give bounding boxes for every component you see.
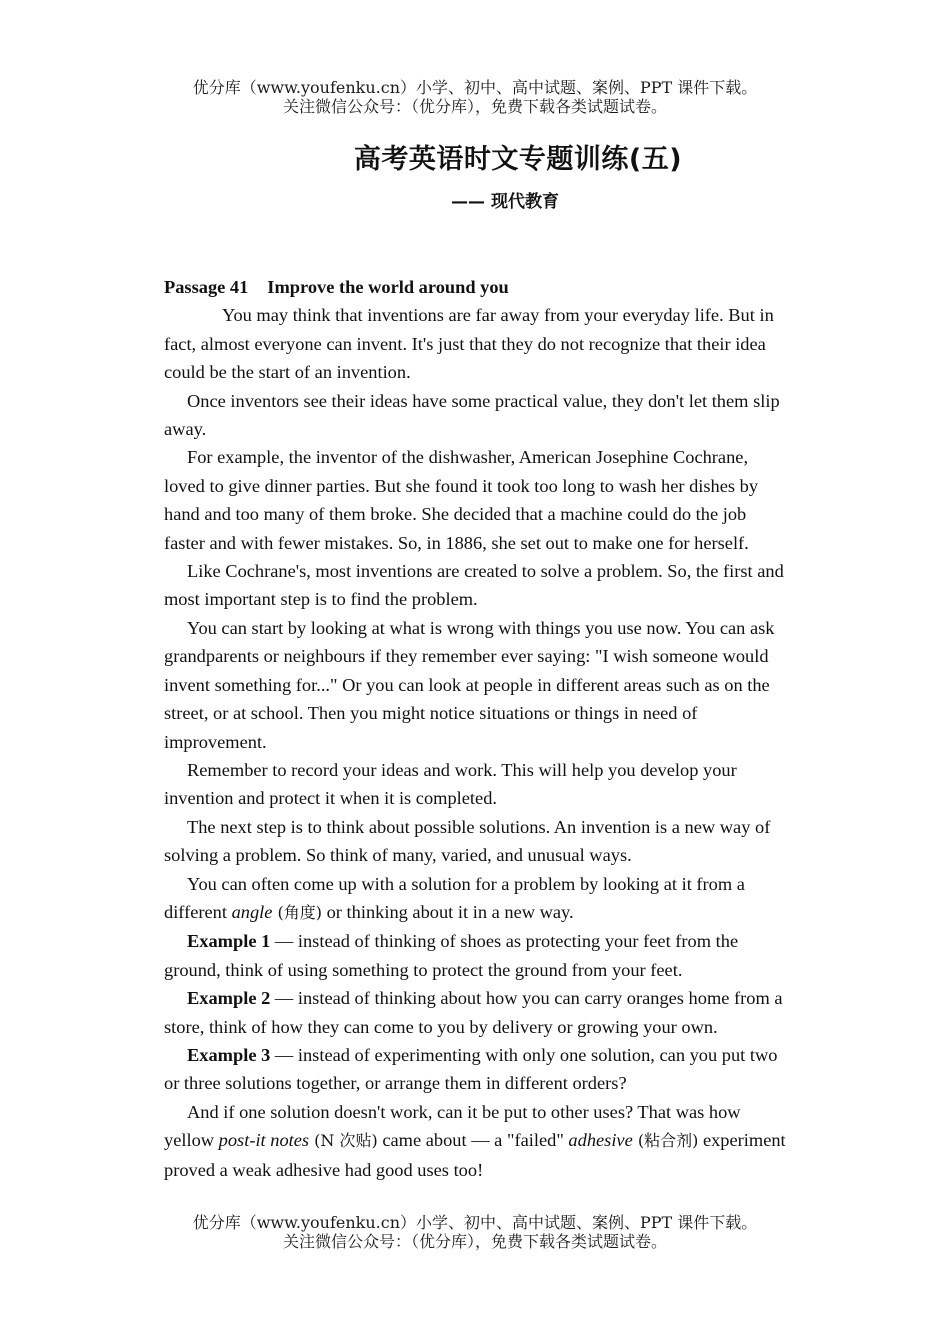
example-1-label: Example 1 (187, 931, 271, 952)
paragraph-8 (164, 870, 786, 928)
term-angle: angle (231, 901, 273, 922)
paragraph-1: You may think that inventions are far away from your everyday life. But in fact, almost everyone can invent. It's just that they do not recognize that their idea could be the start of an invention. (164, 305, 774, 383)
paragraph-7: The next step is to think about possible solutions. An invention is a new way of solving a problem. So think of many, varied, and unusual ways. (164, 816, 771, 866)
banner-line-1: 优分库（www.youfenku.cn）小学、初中、高中试题、案例、PPT 课件下载。 (192, 78, 758, 97)
term-adhesive: adhesive (568, 1130, 633, 1151)
paragraph-9-text-2: came about — a "failed" (377, 1130, 569, 1151)
example-2-label: Example 2 (187, 988, 271, 1009)
example-1-text: — instead of thinking of shoes as protecting your feet from the ground, think of using something to protect the ground from your feet. (164, 931, 739, 980)
paragraph-9 (164, 1098, 786, 1184)
passage-title: Improve the world around you (267, 277, 509, 297)
footer-banner (0, 1213, 950, 1251)
page-subtitle: —— 现代教育 (451, 192, 559, 212)
paragraph-8-tail: or thinking about it in a new way. (322, 901, 574, 922)
paragraph-4: Like Cochrane's, most inventions are created to solve a problem. So, the first and most important step is to find the problem. (164, 561, 784, 610)
example-3 (164, 1041, 786, 1098)
example-2-text: — instead of thinking about how you can carry oranges home from a store, think of how they can come to you by delivery or growing your own. (164, 988, 783, 1037)
passage-number: Passage 41 (164, 277, 249, 297)
term-post-it-notes: post-it notes (218, 1130, 310, 1151)
paragraph-9-text-3: experiment proved a weak adhesive had good uses too! (164, 1130, 786, 1180)
paragraph-8-text: You can often come up with a solution for a problem by looking at it from a different (164, 873, 745, 922)
paragraph-9-text-1: And if one solution doesn't work, can it be put to other uses? That was how yellow (164, 1101, 741, 1151)
passage-body (164, 273, 786, 1184)
page-title: 高考英语时文专题训练(五) (353, 144, 683, 175)
example-3-text: — instead of experimenting with only one solution, can you put two or three solutions together, or arrange them in different orders? (164, 1044, 778, 1094)
passage-heading (164, 273, 786, 301)
example-3-label: Example 3 (187, 1044, 271, 1065)
example-2 (164, 984, 786, 1041)
banner-line-2: 关注微信公众号：（优分库），免费下载各类试题试卷。 (282, 97, 667, 116)
gloss-angle: (角度) (272, 902, 323, 922)
paragraph-5: You can start by looking at what is wrong with things you use now. You can ask grandparents or neighbours if they remember ever saying: "I wish someone would invent something for..." Or you can look at people in different areas such as on the street, or at school. Then you might notice situations or things in need of improvement. (164, 617, 775, 752)
example-1 (164, 927, 786, 984)
header-banner (0, 78, 950, 116)
gloss-post-it-notes: (N 次贴) (309, 1131, 378, 1151)
paragraph-6: Remember to record your ideas and work. This will help you develop your invention and protect it when it is completed. (164, 759, 737, 809)
gloss-adhesive: (粘合剂) (632, 1131, 699, 1151)
footer-line-2: 关注微信公众号：（优分库），免费下载各类试题试卷。 (282, 1232, 667, 1251)
paragraph-3: For example, the inventor of the dishwasher, American Josephine Cochrane, loved to give dinner parties. But she found it took too long to wash her dishes by hand and too many of them broke. She decided that a machine could do the job faster and with fewer mistakes. So, in 1886, she set out to make one for herself. (164, 447, 759, 553)
paragraph-2: Once inventors see their ideas have some practical value, they don't let them slip away. (164, 390, 780, 440)
footer-line-1: 优分库（www.youfenku.cn）小学、初中、高中试题、案例、PPT 课件下载。 (192, 1213, 758, 1232)
